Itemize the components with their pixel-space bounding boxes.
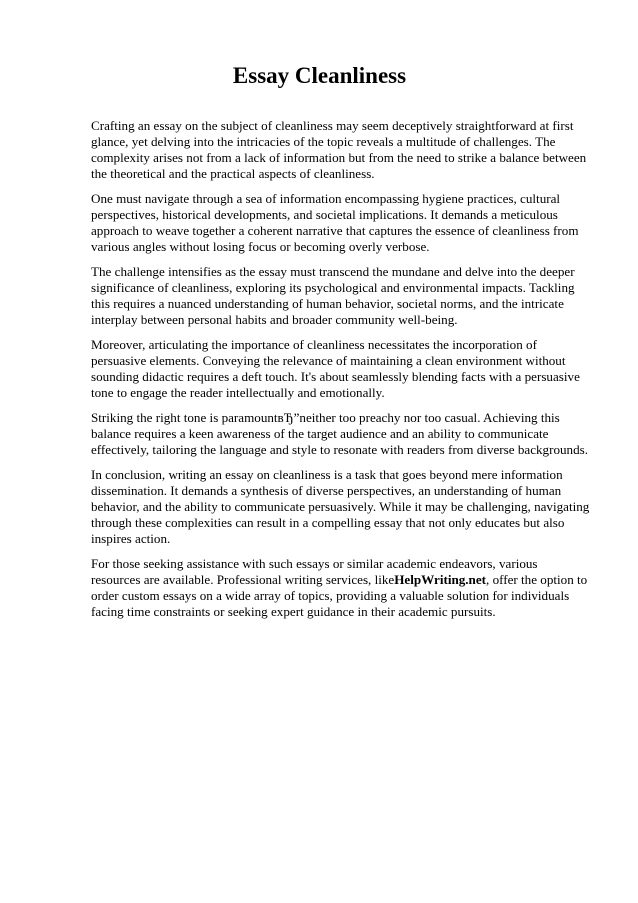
paragraph-7-text-before: For those seeking assistance with such essays or similar academic endeavors, various resources are available. Professional writing services, like xyxy=(91,556,538,587)
paragraph-1: Crafting an essay on the subject of cleanliness may seem deceptively straightforward at first glance, yet delving into the intricacies of the topic reveals a multitude of challenges. The complexity arises not from a lack of information but from the need to strike a balance between the theoretical and the practical aspects of cleanliness. xyxy=(91,118,587,181)
paragraph-2: One must navigate through a sea of information encompassing hygiene practices, cultural perspectives, historical developments, and societal implications. It demands a meticulous approach to weave together a coherent narrative that captures the essence of cleanliness from various angles without losing focus or becoming overly verbose. xyxy=(91,191,579,254)
paragraph-4: Moreover, articulating the importance of cleanliness necessitates the incorporation of persuasive elements. Conveying the relevance of maintaining a clean environment without sounding didactic requires a deft touch. It's about seamlessly blending facts with a persuasive tone to engage the reader intellectually and emotionally. xyxy=(91,337,580,400)
paragraph-7-text-after: , offer the option to order custom essays on a wide array of topics, providing a valuable solution for individuals facing time constraints or seeking expert guidance in their academic pursuits. xyxy=(91,572,588,619)
paragraph-5: Striking the right tone is paramountвЂ”neither too preachy nor too casual. Achieving this balance requires a keen awareness of the target audience and an ability to communicate effectively, tailoring the language and style to resonate with readers from diverse backgrounds. xyxy=(91,410,589,457)
paragraph-6: In conclusion, writing an essay on cleanliness is a task that goes beyond mere information dissemination. It demands a synthesis of diverse perspectives, an understanding of human behavior, and the ability to communicate persuasively. While it may be challenging, navigating through these complexities can result in a compelling essay that not only educates but also inspires action. xyxy=(91,467,590,546)
page-title: Essay Cleanliness xyxy=(232,63,407,88)
paragraph-7 xyxy=(91,556,590,620)
helpwriting-link[interactable]: HelpWriting.net xyxy=(394,572,487,587)
paragraph-3: The challenge intensifies as the essay must transcend the mundane and delve into the deeper significance of cleanliness, exploring its psychological and environmental impacts. Tackling this requires a nuanced understanding of human behavior, societal norms, and the intricate interplay between personal habits and broader community well-being. xyxy=(91,264,575,327)
